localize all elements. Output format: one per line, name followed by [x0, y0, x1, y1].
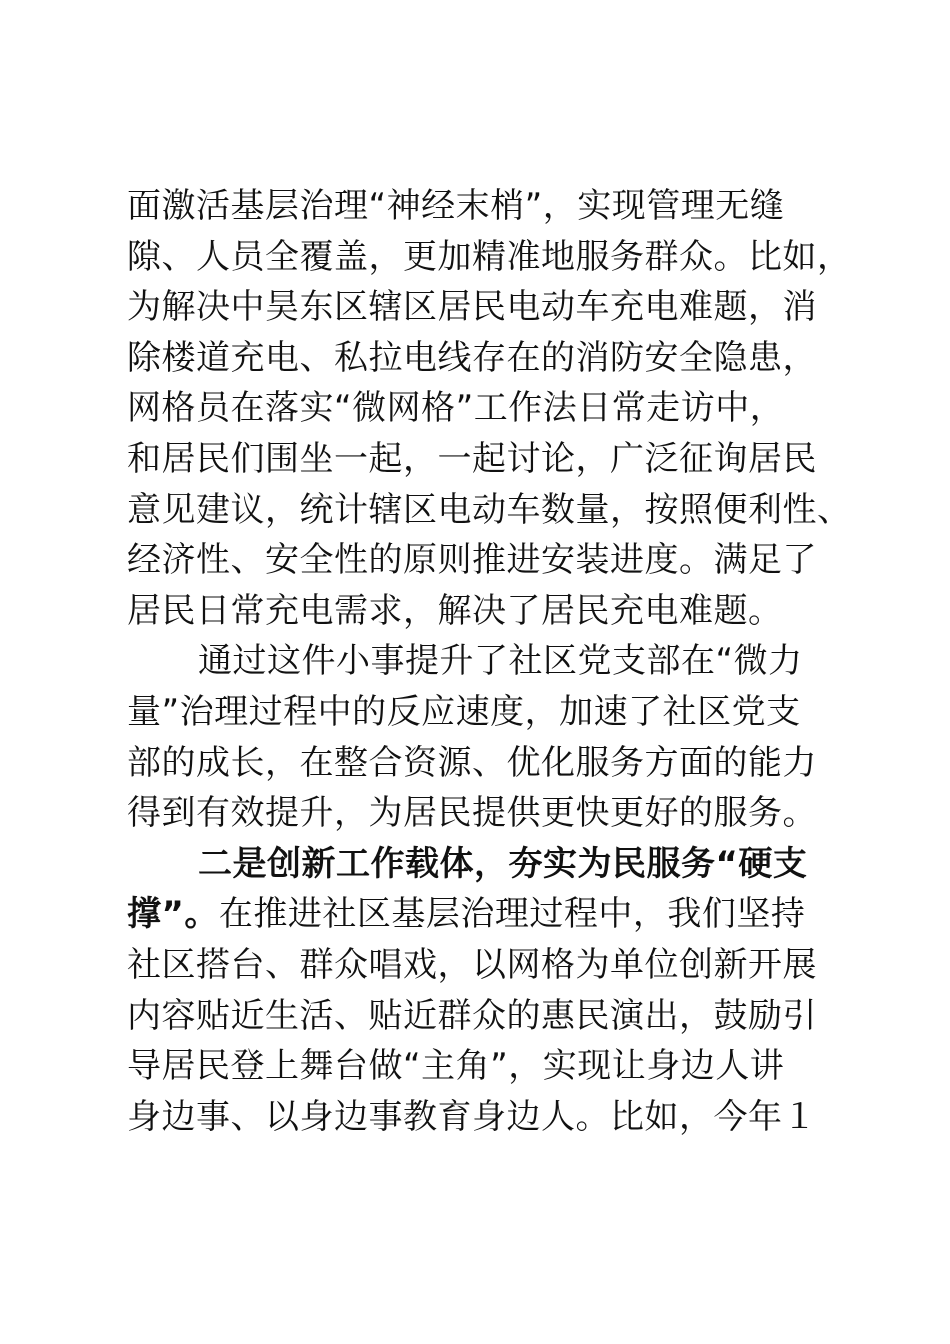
text-line [127, 889, 847, 940]
text-line: 部的成长，在整合资源、优化服务方面的能力 [127, 742, 817, 783]
text-line: 网格员在落实“微网格”工作法日常走访中， [127, 388, 785, 429]
section-heading-end: 撑”。 [127, 894, 219, 935]
paragraph-1 [127, 181, 852, 636]
text-line: 经济性、安全性的原则推进安装进度。满足了 [127, 540, 817, 581]
text-line: 和居民们围坐一起，一起讨论，广泛征询居民 [127, 438, 817, 479]
text-line: 身边事、以身边事教育身边人。比如，今年１ [127, 1096, 817, 1137]
body-text [127, 181, 852, 1142]
text-line: 居民日常充电需求，解决了居民充电难题。 [127, 590, 783, 631]
text-line: 为解决中昊东区辖区居民电动车充电难题，消 [127, 287, 817, 328]
section-heading: 二是创新工作载体，夯实为民服务“硬支 [198, 843, 808, 884]
text-line: 导居民登上舞台做“主角”，实现让身边人讲 [127, 1046, 785, 1087]
text-line: 得到有效提升，为居民提供更快更好的服务。 [127, 793, 817, 834]
text-line: 通过这件小事提升了社区党支部在“微力 [198, 641, 803, 682]
text-line: 隙、人员全覆盖，更加精准地服务群众。比如， [127, 236, 852, 277]
text-line: 面激活基层治理“神经末梢”，实现管理无缝 [127, 186, 785, 226]
paragraph-2 [127, 636, 847, 838]
text-line: 除楼道充电、私拉电线存在的消防安全隐患， [127, 337, 817, 378]
text-line: 社区搭台、群众唱戏，以网格为单位创新开展 [127, 944, 817, 985]
text-line: 量”治理过程中的反应速度，加速了社区党支 [127, 691, 801, 732]
text-span: 在推进社区基层治理过程中，我们坚持 [218, 894, 806, 935]
paragraph-3 [127, 839, 847, 1143]
text-line: 意见建议，统计辖区电动车数量，按照便利性、 [127, 489, 852, 530]
text-line: 内容贴近生活、贴近群众的惠民演出，鼓励引 [127, 995, 817, 1036]
